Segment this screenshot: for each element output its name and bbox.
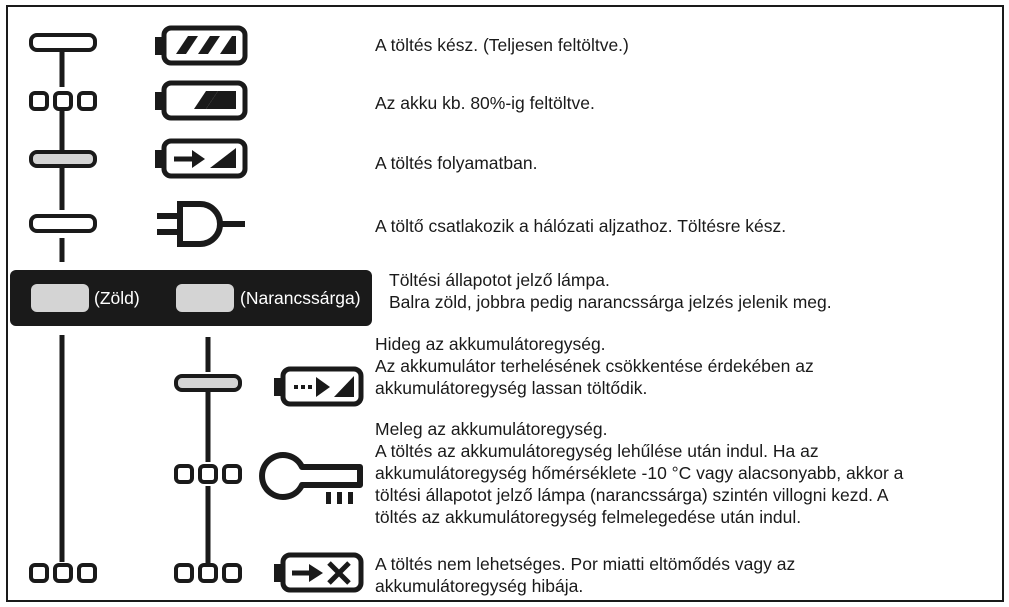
state-line: töltési állapotot jelző lámpa (narancssárga) szintén villogni kezd. A (375, 485, 889, 505)
state-error-description (375, 553, 795, 597)
lamp-on-icon (31, 152, 95, 166)
row-3-description: A töltés folyamatban. (375, 153, 538, 173)
lamp-on-icon (31, 35, 95, 50)
row-2-description: Az akku kb. 80%-ig feltöltve. (375, 93, 595, 113)
state-line: akkumulátoregység lassan töltődik. (375, 378, 648, 398)
legend-description (389, 269, 832, 313)
state-line: töltés az akkumulátoregység felmelegedése után indul. (375, 507, 802, 527)
green-label: (Zöld) (94, 288, 140, 308)
orange-label: (Narancssárga) (240, 288, 361, 308)
legend-line: Töltési állapotot jelző lámpa. (389, 270, 610, 290)
legend-line: Balra zöld, jobbra pedig narancssárga jelzés jelenik meg. (389, 292, 832, 312)
row-1-description: A töltés kész. (Teljesen feltöltve.) (375, 35, 629, 55)
lamp-off-icon (31, 216, 95, 231)
state-line: A töltés az akkumulátoregység lehűlése után indul. Ha az (375, 441, 819, 461)
state-cold-description (375, 333, 814, 399)
state-line: Az akkumulátor terhelésének csökkentése érdekében az (375, 356, 814, 376)
battery-slow-charging-icon (274, 369, 361, 404)
orange-lamp-swatch (176, 284, 234, 312)
lamp-blinking-icon (31, 93, 95, 109)
lamp-blinking-icon (176, 565, 240, 581)
lamp-legend-banner (10, 270, 372, 326)
lamp-on-icon (176, 376, 240, 390)
green-lamp-swatch (31, 284, 89, 312)
battery-charging-icon (155, 141, 245, 176)
battery-error-icon (274, 555, 361, 590)
battery-full-icon (155, 28, 245, 63)
plug-icon (157, 204, 245, 244)
state-line: A töltés nem lehetséges. Por miatti eltömődés vagy az (375, 554, 796, 574)
lamp-blinking-icon (31, 565, 95, 581)
state-line: Hideg az akkumulátoregység. (375, 334, 606, 354)
state-line: akkumulátoregység hőmérséklete -10 °C vagy alacsonyabb, akkor a (375, 463, 904, 483)
battery-80-icon (155, 83, 245, 118)
state-line: Meleg az akkumulátoregység. (375, 419, 608, 439)
state-line: akkumulátoregység hibája. (375, 576, 584, 596)
lamp-blinking-icon (176, 466, 240, 482)
row-4-description: A töltő csatlakozik a hálózati aljzathoz. Töltésre kész. (375, 216, 787, 236)
thermometer-icon (262, 455, 360, 504)
state-warm-description (375, 418, 903, 528)
